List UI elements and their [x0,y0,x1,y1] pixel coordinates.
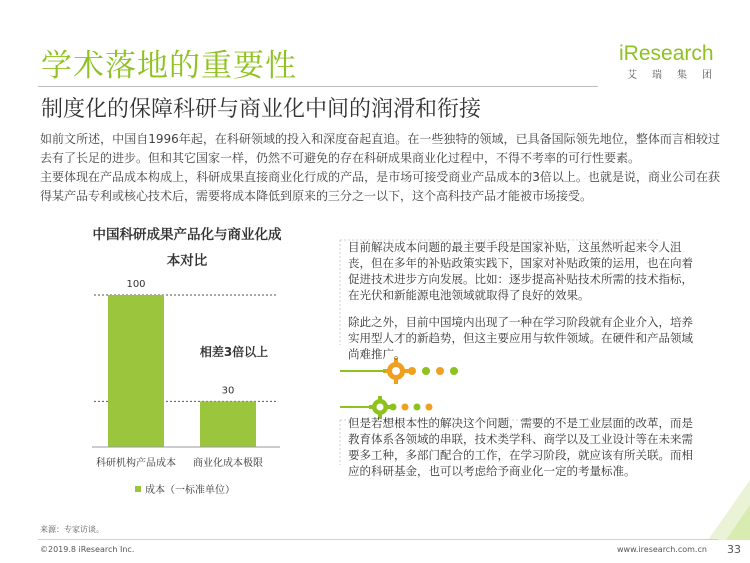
intro-paragraph-2: 主要体现在产品成本构成上，科研成果直接商业化行成的产品，是市场可接受商业产品成本的3倍以上。也就是说，商业公司在获得某产品专利或核心技术后，需要将成本降低到原来的三分之一以下，这个高科技产品才能被市场接受。 [40,170,720,203]
intro-text [40,130,720,206]
corner-decoration [708,480,750,540]
note-education: 但是若想根本性的解决这个问题，需要的不是工业层面的改革，而是教育体系各领域的串联，技术类学科、商学以及工业设计等在未来需要多工种，多部门配合的工作，在学习阶段，就应该有所关联。而相应的科研基金，也可以考虑给予商业化一定的考量标准。 [348,416,693,478]
bar [108,295,164,447]
page-subtitle: 制度化的保障科研与商业化中间的润滑和衔接 [41,97,482,122]
source-note: 来源：专家访谈。 [40,525,104,534]
note-subsidy: 目前解决成本问题的最主要手段是国家补贴，这虽然听起来令人沮丧，但在多年的补贴政策实践下，国家对补贴政策的运用，也在向着促进技术进步方向发展。比如：逐步提高补贴技术所需的技术指标，在光伏和新能源电池领域就取得了良好的效果。 [348,240,693,302]
legend-swatch [135,486,141,492]
logo-text: iResearch [619,42,714,65]
logo-subtext: 艾瑞集团 [627,70,727,81]
copyright: ©2019.8 iResearch Inc. [40,545,135,554]
page-title: 学术落地的重要性 [41,48,297,84]
intro-paragraph-1: 如前文所述，中国自1996年起，在科研领域的投入和深度奋起直追。在一些独特的领域，已具备国际领先地位，整体而言相较过去有了长足的进步。但和其它国家一样，仍然不可避免的存在科研成果商业化过程中，不得不考率的可行性要素。 [40,132,720,165]
data-label: 100 [126,279,146,290]
footer-divider [38,539,718,540]
title-divider [38,86,598,87]
page-number: 33 [727,543,741,556]
chart-title: 中国科研成果产品化与商业化成本对比 [92,227,282,269]
legend-label: 成本（一标准单位） [145,485,235,496]
chart-annotation: 相差3倍以上 [199,345,269,359]
note-training: 除此之外，目前中国境内出现了一种在学习阶段就有企业介入，培养实用型人才的新趋势，但这主要应用与软件领域。在硬件和产品领域尚难推广。 [348,315,693,361]
website-url: www.iresearch.com.cn [617,545,707,554]
bar [200,401,256,447]
iresearch-logo [617,42,727,82]
category-label: 科研机构产品成本 [96,458,176,469]
cost-comparison-chart [88,270,288,520]
data-label: 30 [221,385,235,397]
category-label: 商业化成本极限 [193,458,263,469]
